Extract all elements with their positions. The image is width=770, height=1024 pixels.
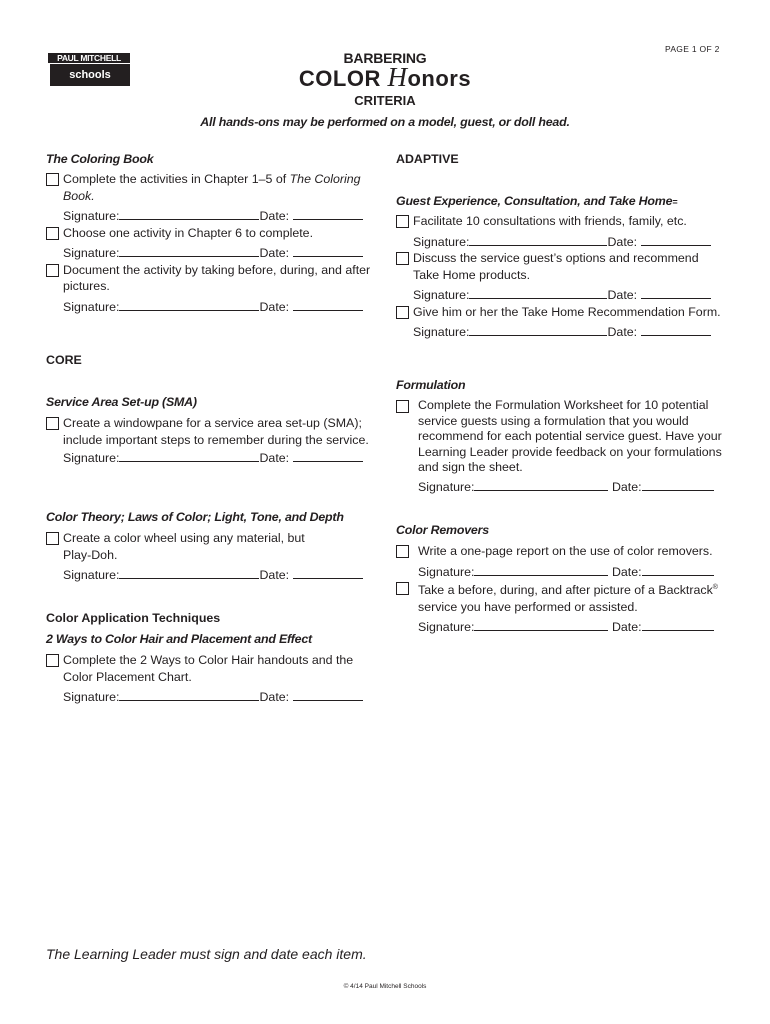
coloring-book-heading: The Coloring Book (46, 152, 154, 166)
sma-heading: Service Area Set-up (SMA) (46, 395, 197, 409)
checkbox[interactable] (396, 582, 409, 595)
checklist-item: Give him or her the Take Home Recommendation Form. (396, 304, 726, 321)
footer-note: The Learning Leader must sign and date each item. (46, 946, 367, 962)
signature-line: Signature: Date: (46, 450, 376, 467)
signature-line: Signature: Date: (396, 479, 726, 496)
checklist-item: Discuss the service guest’s options and recommend Take Home products. (396, 250, 726, 283)
formulation-heading: Formulation (396, 378, 466, 392)
sma-section (46, 415, 376, 467)
checklist-item: Take a before, during, and after picture of a Backtrack® service you have performed or assisted. (396, 580, 726, 615)
guest-section (396, 213, 726, 341)
checkbox[interactable] (396, 215, 409, 228)
checkbox[interactable] (46, 532, 59, 545)
core-heading: CORE (46, 353, 82, 367)
checklist-item: Choose one activity in Chapter 6 to complete. (46, 225, 376, 242)
checklist-item: Complete the activities in Chapter 1–5 of The Coloring Book. (46, 171, 376, 204)
signature-line: Signature: Date: (46, 567, 376, 584)
coloring-book-section (46, 171, 376, 315)
signature-line: Signature: Date: (46, 208, 376, 225)
logo-schools: schools (50, 64, 130, 86)
checklist-item: Facilitate 10 consultations with friends, family, etc. (396, 213, 726, 230)
title-onors: onors (407, 66, 472, 91)
intro-note: All hands-ons may be performed on a model, guest, or doll head. (200, 115, 570, 129)
removers-heading: Color Removers (396, 523, 489, 537)
removers-section (396, 543, 726, 636)
page-number: PAGE 1 OF 2 (665, 44, 720, 54)
copyright: © 4/14 Paul Mitchell Schools (343, 983, 427, 990)
color-theory-heading: Color Theory; Laws of Color; Light, Tone, and Depth (46, 510, 344, 524)
checkbox[interactable] (396, 400, 409, 413)
application-section (46, 652, 376, 706)
checkbox[interactable] (396, 545, 409, 558)
application-subheading: 2 Ways to Color Hair and Placement and Effect (46, 632, 312, 646)
checkbox[interactable] (46, 227, 59, 240)
guest-heading: Guest Experience, Consultation, and Take Home= (396, 194, 678, 208)
title-barbering: BARBERING (343, 50, 427, 66)
title-color-honors (0, 62, 770, 93)
checkbox[interactable] (46, 417, 59, 430)
checkbox[interactable] (46, 264, 59, 277)
checkbox[interactable] (46, 654, 59, 667)
title-criteria: CRITERIA (354, 93, 416, 108)
title-color: COLOR (298, 66, 381, 91)
application-heading: Color Application Techniques (46, 611, 221, 625)
checklist-item: Document the activity by taking before, during, and after pictures. (46, 262, 376, 295)
checklist-item: Write a one-page report on the use of color removers. (396, 543, 726, 560)
checklist-item: Create a color wheel using any material, but Play-Doh. (46, 530, 376, 563)
checklist-item: Create a windowpane for a service area set-up (SMA); include important steps to remember during the service. (46, 415, 376, 448)
signature-line: Signature: Date: (396, 324, 726, 341)
checkbox[interactable] (396, 306, 409, 319)
signature-line: Signature: Date: (396, 619, 726, 636)
logo-wordmark: PAUL MITCHELL (48, 53, 130, 63)
checkbox[interactable] (396, 252, 409, 265)
title-h: H (387, 62, 408, 92)
signature-line: Signature: Date: (46, 245, 376, 262)
checklist-item: Complete the 2 Ways to Color Hair handouts and the Color Placement Chart. (46, 652, 376, 685)
signature-line: Signature: Date: (46, 689, 376, 706)
signature-line: Signature: Date: (396, 564, 726, 581)
checklist-item: Complete the Formulation Worksheet for 10 potential service guests using a formulation that you would recommend for each potential service guest. Have your Learning Leader provide feedback on your formulations and sign the sheet. (396, 398, 726, 476)
formulation-section (396, 398, 726, 495)
color-theory-section (46, 530, 376, 584)
adaptive-heading: ADAPTIVE (396, 152, 459, 166)
signature-line: Signature: Date: (396, 287, 726, 304)
checkbox[interactable] (46, 173, 59, 186)
signature-line: Signature: Date: (46, 299, 376, 316)
signature-line: Signature: Date: (396, 234, 726, 251)
